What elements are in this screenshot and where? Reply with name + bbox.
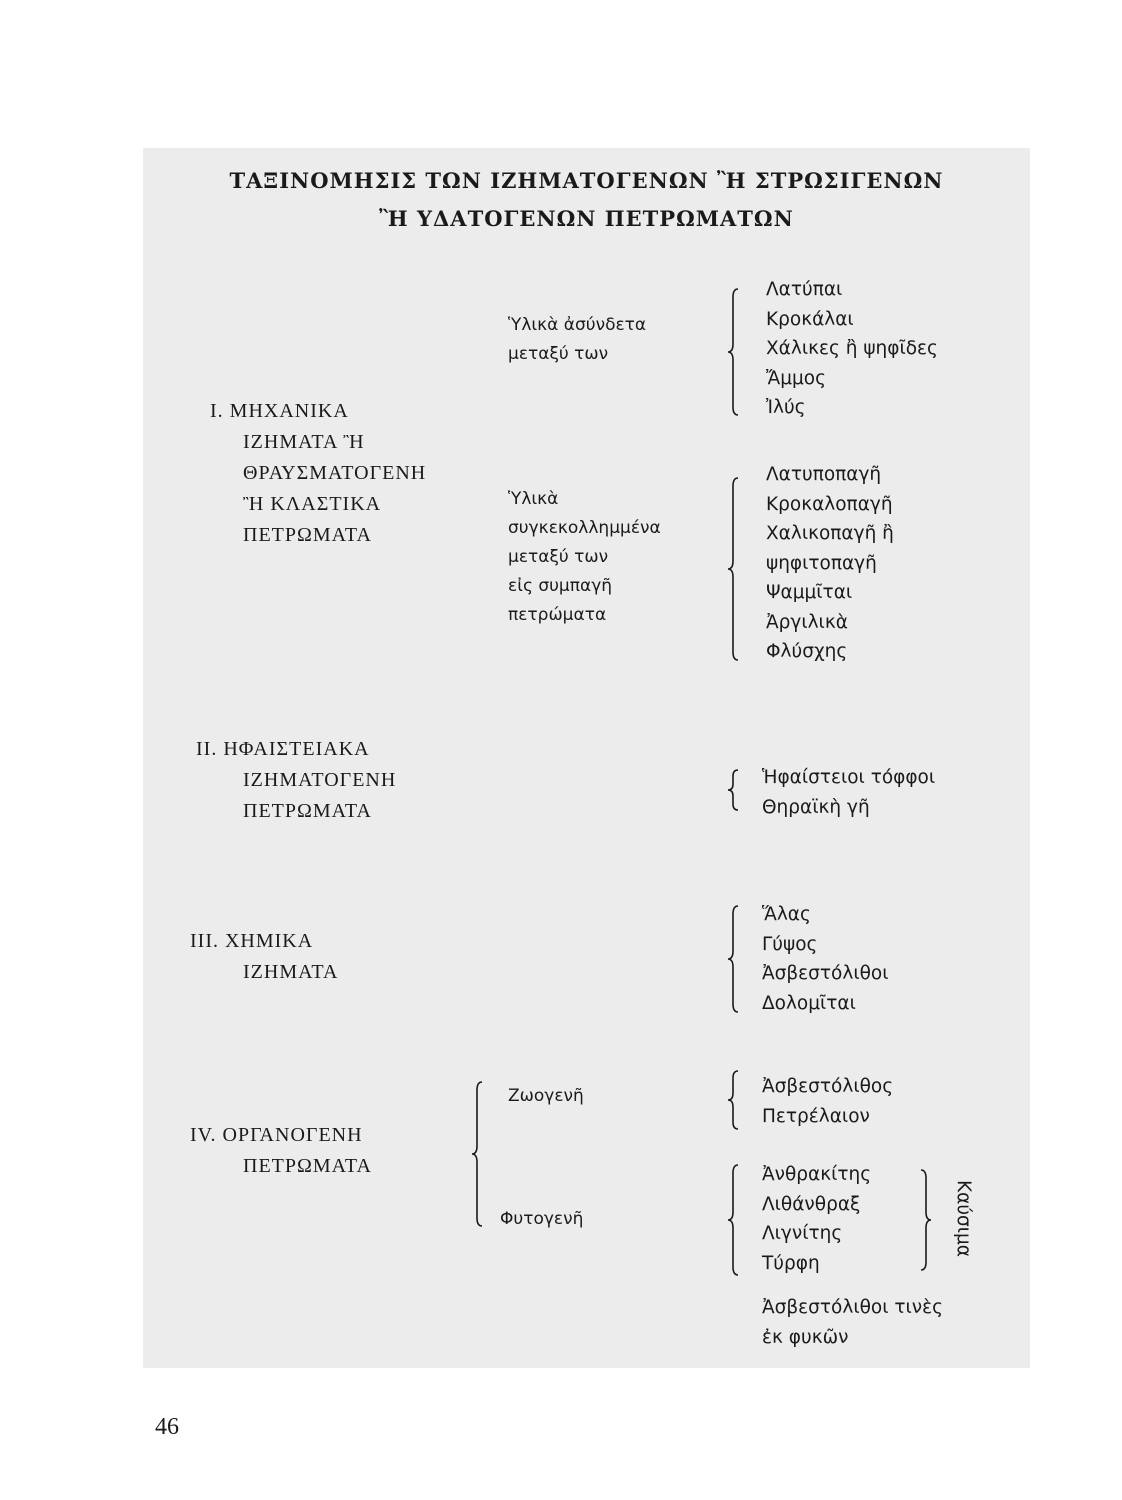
rock-item: Χαλικοπαγῆ ἢ	[766, 523, 894, 544]
group-1-items-b	[766, 460, 894, 667]
sub-a-line: Ὑλικὰ ἀσύνδετα	[508, 315, 647, 335]
group-2-label	[196, 734, 396, 827]
group-2-label-line: ΠΕΤΡΩΜΑΤΑ	[243, 800, 372, 822]
brace-zoogeni	[727, 1069, 739, 1131]
group-1-sub-a	[508, 311, 646, 369]
page-number: 46	[155, 1414, 179, 1440]
group-3-label-line: ΙΖΗΜΑΤΑ	[243, 961, 339, 983]
rock-item: Πετρέλαιον	[762, 1105, 870, 1127]
fytogeni-label: Φυτογενῆ	[500, 1209, 584, 1229]
sub-b-line: Ὑλικὰ	[508, 489, 559, 509]
page-title-line-2: Ἢ ΥΔΑΤΟΓΕΝΩΝ ΠΕΤΡΩΜΑΤΩΝ	[379, 206, 794, 231]
group-3-label	[190, 926, 338, 988]
rock-item: Ἡφαίστειοι τόφφοι	[762, 767, 936, 788]
rock-item: Ἅλας	[762, 904, 811, 925]
rock-item: ἐκ φυκῶν	[762, 1326, 849, 1348]
group-3-label-line: ΙΙΙ. ΧΗΜΙΚΑ	[190, 930, 314, 952]
group-4-label-line: ΙV. ΟΡΓΑΝΟΓΕΝΗ	[190, 1124, 363, 1146]
brace-group-2	[727, 768, 739, 812]
rock-item: Ἄμμος	[766, 367, 826, 389]
brace-group-1-a	[727, 287, 739, 417]
rock-item: Χάλικες ἢ ψηφῖδες	[766, 338, 938, 359]
group-1-label-line: ΙΖΗΜΑΤΑ Ἢ	[243, 431, 365, 453]
group-4-label	[190, 1120, 372, 1182]
rock-item: Ἀσβεστόλιθοι	[762, 963, 889, 984]
brace-group-1-b	[727, 476, 739, 662]
fytogeni-items	[762, 1160, 871, 1278]
rock-item: Θηραϊκὴ γῆ	[762, 796, 870, 818]
rock-item: ψηφιτοπαγῆ	[766, 552, 877, 574]
rock-item: Κροκαλοπαγῆ	[766, 493, 893, 515]
rock-item: Ἀσβεστόλιθος	[762, 1076, 894, 1097]
brace-fytogeni	[727, 1163, 739, 1277]
rock-item: Λατυποπαγῆ	[766, 464, 882, 485]
rock-item: Λιγνίτης	[762, 1223, 843, 1244]
rock-item: Ψαμμῖται	[766, 582, 853, 603]
rock-item: Λατύπαι	[766, 279, 843, 300]
rock-item: Ἀσβεστόλιθοι τινὲς	[762, 1297, 943, 1318]
rock-item: Λιθάνθραξ	[762, 1193, 861, 1215]
group-2-items	[762, 763, 935, 822]
rock-item: Τύρφη	[762, 1252, 820, 1274]
group-4-extra	[762, 1293, 943, 1352]
rock-item: Γύψος	[762, 933, 818, 955]
zoogeni-items	[762, 1072, 893, 1131]
sub-b-line: μεταξύ των	[508, 547, 609, 567]
brace-group-4-main	[471, 1080, 483, 1228]
rock-item: Ἰλύς	[766, 397, 806, 418]
rock-item: Κροκάλαι	[766, 308, 854, 330]
group-1-label-line: ΘΡΑΥΣΜΑΤΟΓΕΝΗ	[243, 462, 427, 484]
rock-item: Φλύσχης	[766, 641, 848, 662]
sub-b-line: συγκεκολλημμένα	[508, 518, 661, 538]
group-2-label-line: ΙΖΗΜΑΤΟΓΕΝΗ	[243, 769, 397, 791]
group-2-label-line: ΙΙ. ΗΦΑΙΣΤΕΙΑΚΑ	[196, 738, 370, 760]
group-4-label-line: ΠΕΤΡΩΜΑΤΑ	[243, 1155, 372, 1177]
group-1-label	[210, 396, 426, 551]
group-1-label-line: ΠΕΤΡΩΜΑΤΑ	[243, 524, 372, 546]
sub-a-line: μεταξύ των	[508, 344, 609, 364]
group-1-label-line: Ι. ΜΗΧΑΝΙΚΑ	[210, 400, 349, 422]
brace-kausima	[920, 1168, 932, 1272]
brace-group-3	[727, 904, 739, 1014]
group-1-items-a	[766, 275, 938, 423]
group-1-sub-b	[508, 485, 661, 630]
group-1-label-line: Ἢ ΚΛΑΣΤΙΚΑ	[243, 493, 382, 515]
rock-item: Δολομῖται	[762, 992, 856, 1014]
sub-b-line: πετρώματα	[508, 605, 607, 625]
rock-item: Ἀργιλικὰ	[766, 611, 848, 633]
zoogeni-label: Ζωογενῆ	[508, 1086, 584, 1106]
kausima-side-label: Καύσιμα	[953, 1180, 974, 1257]
rock-item: Ἀνθρακίτης	[762, 1164, 872, 1185]
group-3-items	[762, 900, 888, 1018]
sub-b-line: εἰς συμπαγῆ	[508, 576, 613, 596]
page-title-line-1: ΤΑΞΙΝΟΜΗΣΙΣ ΤΩΝ ΙΖΗΜΑΤΟΓΕΝΩΝ Ἢ ΣΤΡΩΣΙΓΕΝΩΝ	[229, 168, 944, 193]
